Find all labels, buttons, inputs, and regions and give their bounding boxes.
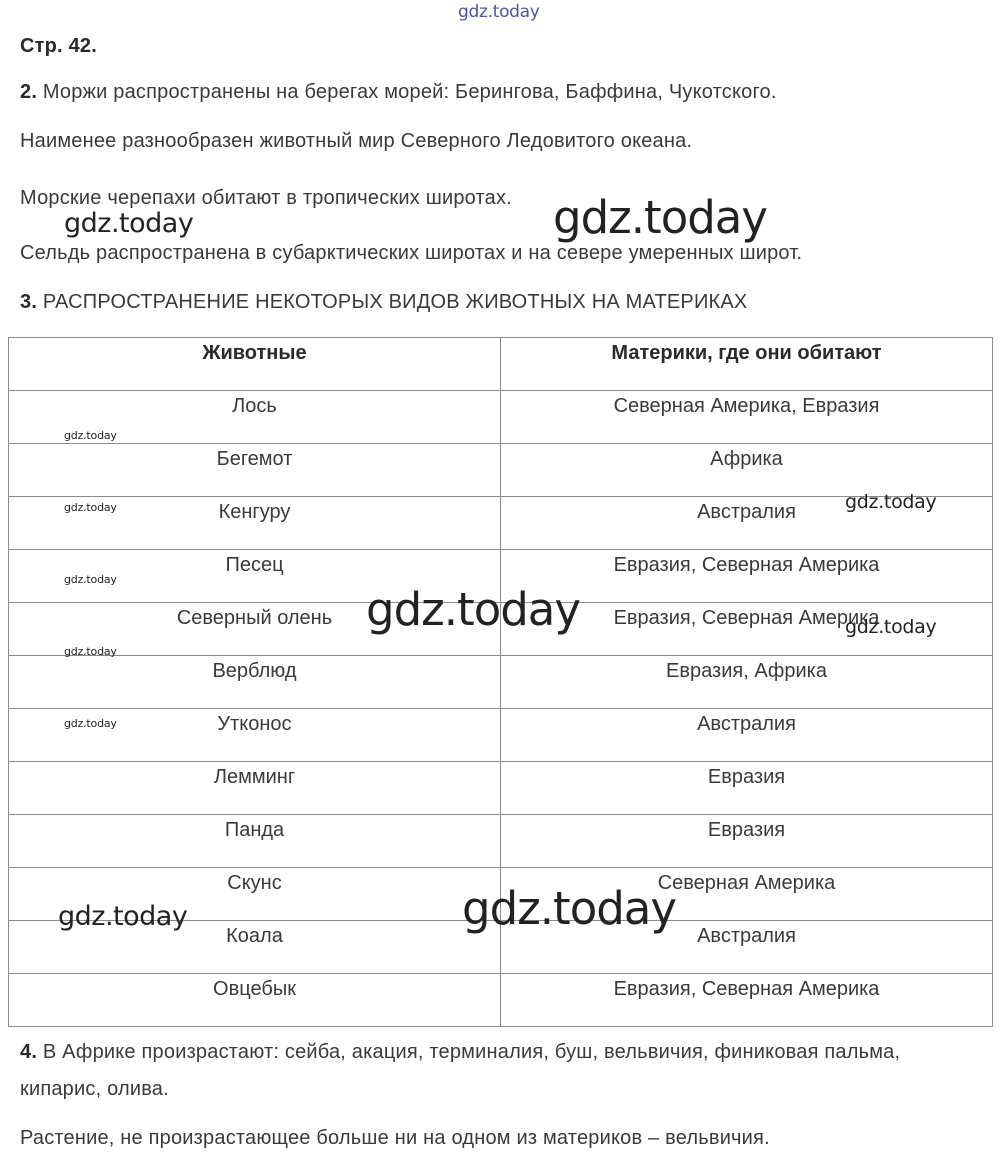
- watermark: gdz.today: [64, 717, 117, 730]
- table-row: [9, 709, 993, 762]
- animal-cell: Северный олень: [9, 603, 501, 656]
- watermark: gdz.today: [845, 616, 937, 638]
- continent-cell: Евразия: [501, 815, 993, 868]
- watermark: gdz.today: [553, 191, 768, 244]
- table-row: [9, 391, 993, 444]
- animal-cell: Лемминг: [9, 762, 501, 815]
- watermark: gdz.today: [845, 491, 937, 513]
- continent-cell: Евразия, Африка: [501, 656, 993, 709]
- animal-cell: Кенгуру: [9, 497, 501, 550]
- page-label: Стр. 42.: [20, 35, 97, 57]
- task4-line2: кипарис, олива.: [20, 1078, 169, 1100]
- watermark-top: gdz.today: [458, 2, 540, 22]
- table-row: [9, 815, 993, 868]
- watermark: gdz.today: [64, 208, 194, 239]
- task3-title: [20, 290, 747, 314]
- continent-cell: Евразия, Северная Америка: [501, 550, 993, 603]
- continent-cell: Северная Америка, Евразия: [501, 391, 993, 444]
- table-row: [9, 762, 993, 815]
- animal-cell: Панда: [9, 815, 501, 868]
- continent-cell: Евразия, Северная Америка: [501, 974, 993, 1027]
- task2-line1-text: Моржи распространены на берегах морей: Берингова, Баффина, Чукотского.: [37, 81, 777, 103]
- task4-number: 4.: [20, 1041, 38, 1063]
- task2-line2: Наименее разнообразен животный мир Северного Ледовитого океана.: [20, 130, 693, 152]
- animal-cell: Коала: [9, 921, 501, 974]
- animal-cell: Песец: [9, 550, 501, 603]
- animal-cell: Лось: [9, 391, 501, 444]
- table-row: [9, 656, 993, 709]
- animal-cell: Овцебык: [9, 974, 501, 1027]
- animal-cell: Бегемот: [9, 444, 501, 497]
- task2-line4: Сельдь распространена в субарктических широтах и на севере умеренных широт.: [20, 242, 803, 264]
- animal-cell: Утконос: [9, 709, 501, 762]
- watermark: gdz.today: [64, 645, 117, 658]
- table-row: [9, 974, 993, 1027]
- task4-line3: Растение, не произрастающее больше ни на одном из материков – вельвичия.: [20, 1127, 770, 1149]
- continent-cell: Северная Америка: [501, 868, 993, 921]
- task2-number: 2.: [20, 81, 38, 103]
- task3-title-text: РАСПРОСТРАНЕНИЕ НЕКОТОРЫХ ВИДОВ ЖИВОТНЫХ НА МАТЕРИКАХ: [37, 291, 748, 313]
- table-row: [9, 444, 993, 497]
- header-continents: Материки, где они обитают: [501, 338, 993, 391]
- continent-cell: Евразия: [501, 762, 993, 815]
- task4-line1: [20, 1040, 900, 1064]
- animal-cell: Верблюд: [9, 656, 501, 709]
- continent-cell: Австралия: [501, 921, 993, 974]
- continent-cell: Австралия: [501, 709, 993, 762]
- task4-line1-text: В Африке произрастают: сейба, акация, терминалия, буш, вельвичия, финиковая пальма,: [37, 1041, 901, 1063]
- animal-cell: Скунс: [9, 868, 501, 921]
- task3-number: 3.: [20, 291, 38, 313]
- continent-cell: Австралия: [501, 497, 993, 550]
- watermark: gdz.today: [58, 901, 188, 932]
- header-animals: Животные: [9, 338, 501, 391]
- task2-line1: [20, 80, 777, 104]
- table-header-row: [9, 338, 993, 391]
- task2-line3: Морские черепахи обитают в тропических широтах.: [20, 187, 512, 209]
- watermark: gdz.today: [64, 429, 117, 442]
- watermark: gdz.today: [64, 501, 117, 514]
- watermark: gdz.today: [64, 573, 117, 586]
- watermark: gdz.today: [366, 583, 581, 636]
- continent-cell: Евразия, Северная Америка: [501, 603, 993, 656]
- watermark: gdz.today: [462, 882, 677, 935]
- continent-cell: Африка: [501, 444, 993, 497]
